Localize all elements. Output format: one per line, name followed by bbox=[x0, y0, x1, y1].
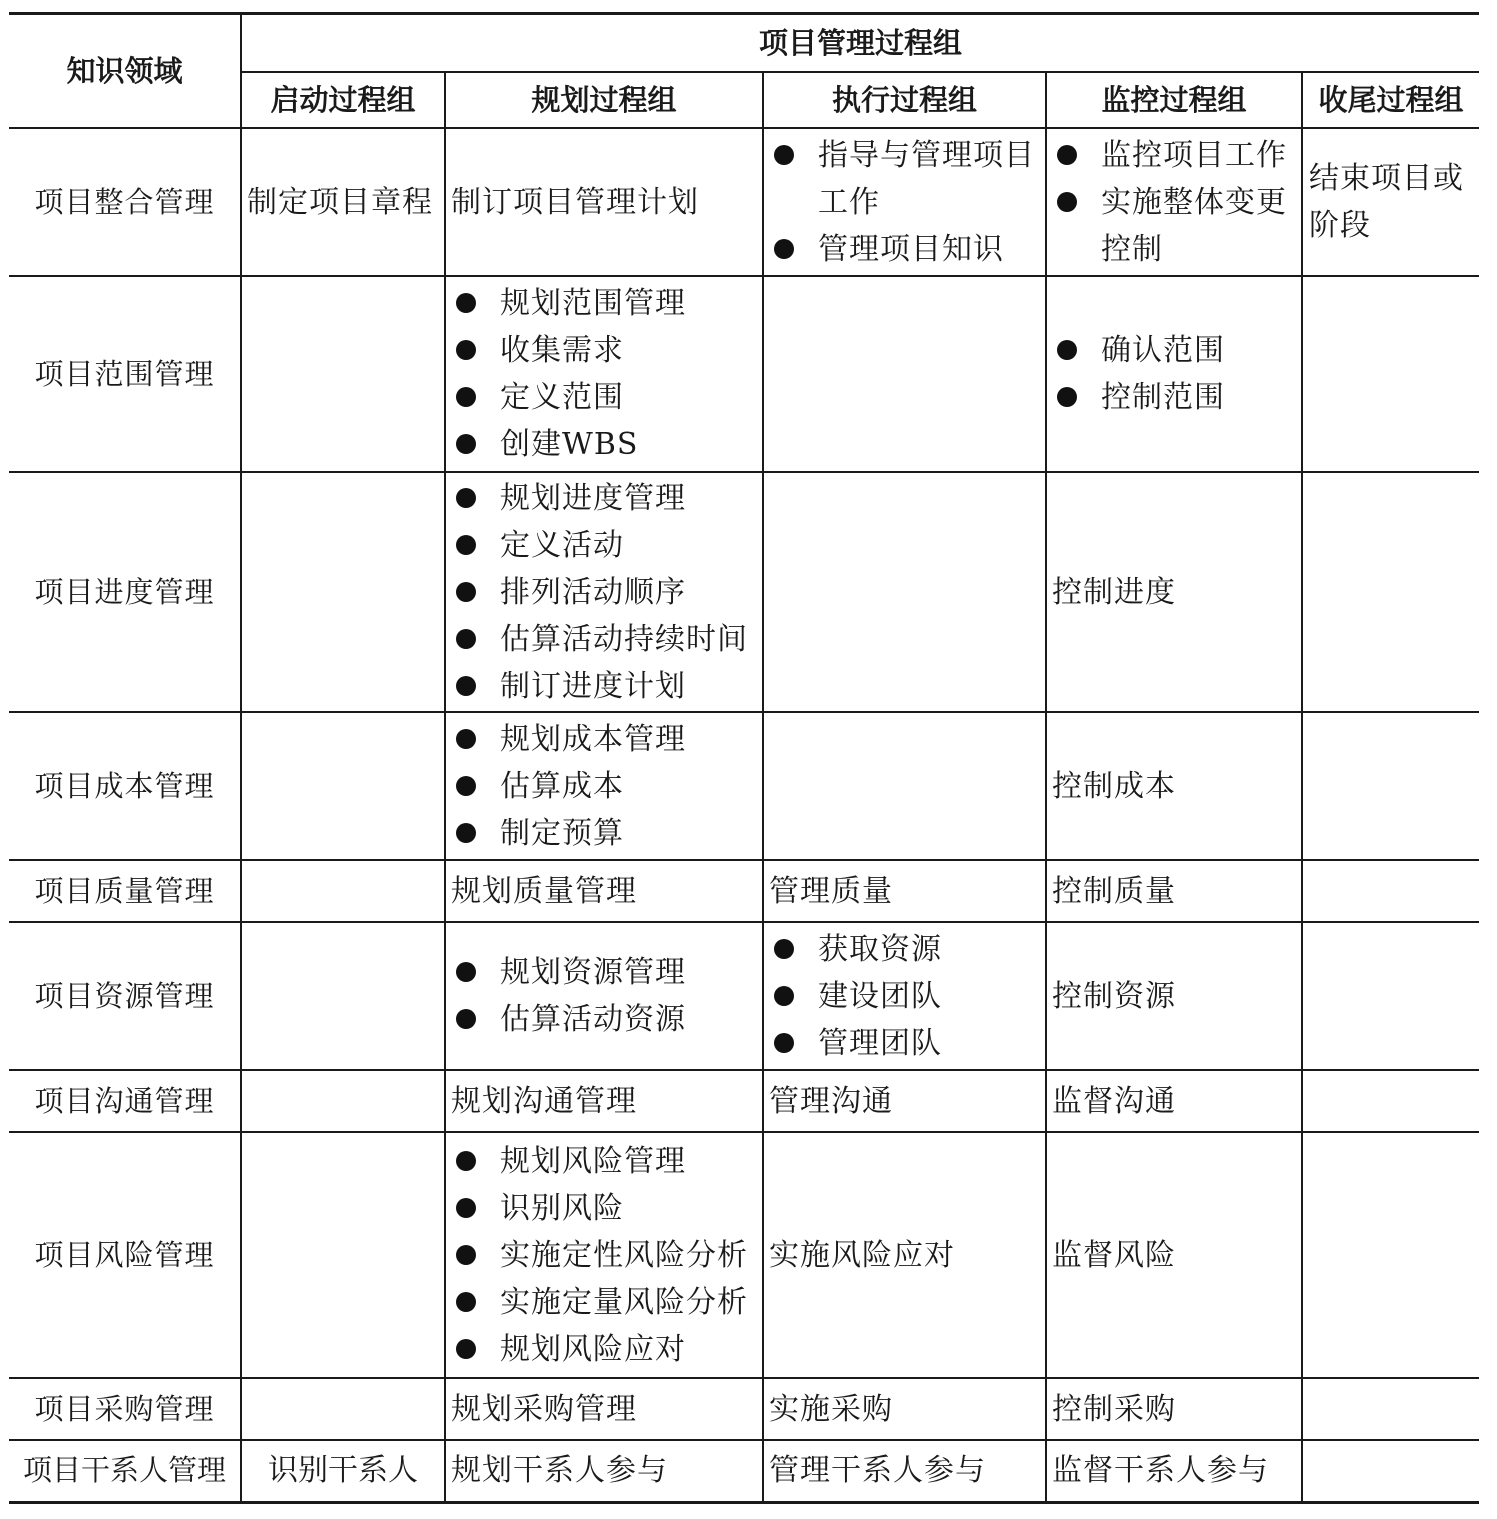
table-row bbox=[9, 1378, 1479, 1440]
list-item: 估算活动资源 bbox=[454, 996, 762, 1043]
closing-cell bbox=[1302, 276, 1479, 472]
closing-cell: 结束项目或阶段 bbox=[1302, 128, 1479, 276]
monitoring-cell: 控制采购 bbox=[1046, 1378, 1302, 1440]
table-row bbox=[9, 1132, 1479, 1378]
monitoring-cell: 监督干系人参与 bbox=[1046, 1440, 1302, 1502]
initiating-cell bbox=[241, 712, 445, 860]
closing-cell bbox=[1302, 1070, 1479, 1132]
planning-cell bbox=[445, 922, 763, 1070]
table-row bbox=[9, 922, 1479, 1070]
bullet-icon bbox=[1057, 192, 1077, 212]
planning-cell: 规划沟通管理 bbox=[445, 1070, 763, 1132]
knowledge-area-cell: 项目沟通管理 bbox=[9, 1070, 241, 1132]
header-planning: 规划过程组 bbox=[445, 72, 763, 128]
initiating-cell bbox=[241, 860, 445, 922]
header-initiating: 启动过程组 bbox=[241, 72, 445, 128]
knowledge-area-cell: 项目质量管理 bbox=[9, 860, 241, 922]
bullet-icon bbox=[456, 629, 476, 649]
list-item: 实施定量风险分析 bbox=[454, 1279, 762, 1326]
executing-cell: 实施风险应对 bbox=[763, 1132, 1046, 1378]
list-item: 建设团队 bbox=[772, 973, 1045, 1020]
list-item: 创建WBS bbox=[454, 421, 762, 468]
initiating-cell bbox=[241, 276, 445, 472]
list-item: 定义范围 bbox=[454, 374, 762, 421]
bullet-icon bbox=[456, 676, 476, 696]
list-item: 获取资源 bbox=[772, 926, 1045, 973]
list-item: 实施定性风险分析 bbox=[454, 1232, 762, 1279]
monitoring-cell bbox=[1046, 276, 1302, 472]
bullet-icon bbox=[456, 1198, 476, 1218]
planning-cell bbox=[445, 276, 763, 472]
executing-cell bbox=[763, 922, 1046, 1070]
bullet-icon bbox=[456, 434, 476, 454]
list-item: 规划风险管理 bbox=[454, 1138, 762, 1185]
bullet-icon bbox=[456, 729, 476, 749]
bullet-icon bbox=[456, 823, 476, 843]
list-item: 规划范围管理 bbox=[454, 280, 762, 327]
process-group-table bbox=[9, 12, 1479, 1504]
knowledge-area-cell: 项目整合管理 bbox=[9, 128, 241, 276]
bullet-icon bbox=[456, 488, 476, 508]
bullet-icon bbox=[456, 1292, 476, 1312]
monitoring-cell: 控制质量 bbox=[1046, 860, 1302, 922]
header-monitoring: 监控过程组 bbox=[1046, 72, 1302, 128]
closing-cell bbox=[1302, 1132, 1479, 1378]
list-item: 指导与管理项目工作 bbox=[772, 132, 1045, 226]
bullet-icon bbox=[774, 986, 794, 1006]
knowledge-area-cell: 项目进度管理 bbox=[9, 472, 241, 712]
executing-cell bbox=[763, 276, 1046, 472]
list-item: 管理项目知识 bbox=[772, 226, 1045, 273]
bullet-icon bbox=[456, 535, 476, 555]
knowledge-area-cell: 项目范围管理 bbox=[9, 276, 241, 472]
list-item: 管理团队 bbox=[772, 1020, 1045, 1067]
planning-cell bbox=[445, 712, 763, 860]
initiating-cell bbox=[241, 472, 445, 712]
planning-cell: 规划干系人参与 bbox=[445, 1440, 763, 1502]
process-group-table-container bbox=[9, 12, 1479, 1504]
initiating-cell: 制定项目章程 bbox=[241, 128, 445, 276]
bullet-icon bbox=[456, 340, 476, 360]
monitoring-cell: 监督沟通 bbox=[1046, 1070, 1302, 1132]
monitoring-cell bbox=[1046, 128, 1302, 276]
bullet-icon bbox=[456, 962, 476, 982]
header-knowledge-area: 知识领域 bbox=[9, 14, 241, 129]
planning-cell: 规划质量管理 bbox=[445, 860, 763, 922]
bullet-icon bbox=[456, 1009, 476, 1029]
initiating-cell bbox=[241, 1132, 445, 1378]
executing-cell: 管理沟通 bbox=[763, 1070, 1046, 1132]
list-item: 规划风险应对 bbox=[454, 1326, 762, 1373]
list-item: 定义活动 bbox=[454, 522, 762, 569]
list-item: 规划进度管理 bbox=[454, 475, 762, 522]
list-item: 收集需求 bbox=[454, 327, 762, 374]
header-closing: 收尾过程组 bbox=[1302, 72, 1479, 128]
bullet-icon bbox=[456, 1245, 476, 1265]
header-row-1 bbox=[9, 14, 1479, 73]
bullet-icon bbox=[456, 776, 476, 796]
bullet-icon bbox=[456, 582, 476, 602]
table-row bbox=[9, 128, 1479, 276]
executing-cell: 管理质量 bbox=[763, 860, 1046, 922]
knowledge-area-cell: 项目资源管理 bbox=[9, 922, 241, 1070]
monitoring-cell: 控制资源 bbox=[1046, 922, 1302, 1070]
list-item: 规划资源管理 bbox=[454, 949, 762, 996]
bullet-icon bbox=[456, 1151, 476, 1171]
monitoring-cell: 监督风险 bbox=[1046, 1132, 1302, 1378]
bullet-icon bbox=[456, 1339, 476, 1359]
bullet-icon bbox=[456, 387, 476, 407]
list-item: 制订进度计划 bbox=[454, 663, 762, 710]
closing-cell bbox=[1302, 922, 1479, 1070]
initiating-cell bbox=[241, 1378, 445, 1440]
list-item: 排列活动顺序 bbox=[454, 569, 762, 616]
closing-cell bbox=[1302, 472, 1479, 712]
closing-cell bbox=[1302, 1378, 1479, 1440]
table-row bbox=[9, 860, 1479, 922]
bullet-icon bbox=[774, 939, 794, 959]
knowledge-area-cell: 项目采购管理 bbox=[9, 1378, 241, 1440]
bullet-icon bbox=[1057, 145, 1077, 165]
bullet-icon bbox=[456, 293, 476, 313]
list-item: 估算活动持续时间 bbox=[454, 616, 762, 663]
planning-cell bbox=[445, 1132, 763, 1378]
planning-cell: 规划采购管理 bbox=[445, 1378, 763, 1440]
table-row bbox=[9, 1070, 1479, 1132]
list-item: 确认范围 bbox=[1055, 327, 1301, 374]
knowledge-area-cell: 项目风险管理 bbox=[9, 1132, 241, 1378]
list-item: 制定预算 bbox=[454, 810, 762, 857]
monitoring-cell: 控制成本 bbox=[1046, 712, 1302, 860]
initiating-cell: 识别干系人 bbox=[241, 1440, 445, 1502]
list-item: 估算成本 bbox=[454, 763, 762, 810]
executing-cell bbox=[763, 472, 1046, 712]
list-item: 规划成本管理 bbox=[454, 716, 762, 763]
planning-cell: 制订项目管理计划 bbox=[445, 128, 763, 276]
executing-cell: 实施采购 bbox=[763, 1378, 1046, 1440]
table-row bbox=[9, 1440, 1479, 1502]
bullet-icon bbox=[774, 145, 794, 165]
bullet-icon bbox=[1057, 340, 1077, 360]
bullet-icon bbox=[1057, 387, 1077, 407]
closing-cell bbox=[1302, 860, 1479, 922]
list-item: 识别风险 bbox=[454, 1185, 762, 1232]
initiating-cell bbox=[241, 922, 445, 1070]
knowledge-area-cell: 项目干系人管理 bbox=[9, 1440, 241, 1502]
header-executing: 执行过程组 bbox=[763, 72, 1046, 128]
list-item: 控制范围 bbox=[1055, 374, 1301, 421]
executing-cell: 管理干系人参与 bbox=[763, 1440, 1046, 1502]
closing-cell bbox=[1302, 712, 1479, 860]
knowledge-area-cell: 项目成本管理 bbox=[9, 712, 241, 860]
planning-cell bbox=[445, 472, 763, 712]
bullet-icon bbox=[774, 239, 794, 259]
executing-cell bbox=[763, 128, 1046, 276]
monitoring-cell: 控制进度 bbox=[1046, 472, 1302, 712]
list-item: 实施整体变更控制 bbox=[1055, 179, 1301, 273]
table-row bbox=[9, 276, 1479, 472]
header-process-groups: 项目管理过程组 bbox=[241, 14, 1479, 73]
initiating-cell bbox=[241, 1070, 445, 1132]
executing-cell bbox=[763, 712, 1046, 860]
table-row bbox=[9, 712, 1479, 860]
list-item: 监控项目工作 bbox=[1055, 132, 1301, 179]
table-row bbox=[9, 472, 1479, 712]
closing-cell bbox=[1302, 1440, 1479, 1502]
bullet-icon bbox=[774, 1033, 794, 1053]
